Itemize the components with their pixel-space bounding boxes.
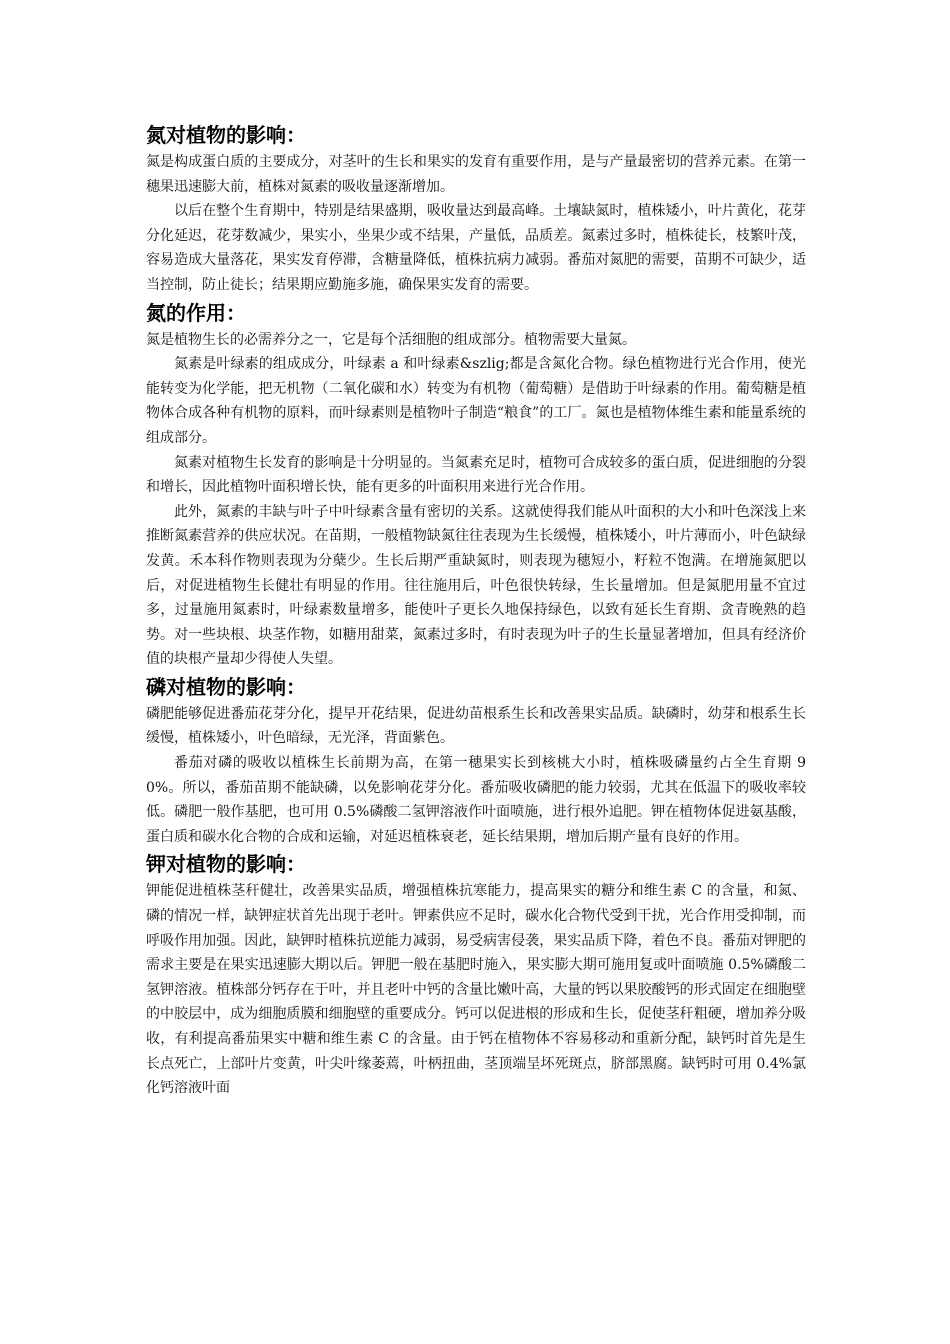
paragraph: 以后在整个生育期中，特别是结果盛期，吸收量达到最高峰。土壤缺氮时，植株矮小，叶片黄化，花芽分化延迟，花芽数减少，果实小，坐果少或不结果，产量低，品质差。氮素过多时，植株徒长，枝繁叶茂，容易造成大量落花，果实发育停滞，含糖量降低，植株抗病力减弱。番茄对氮肥的需要，苗期不可缺少，适当控制，防止徒长；结果期应勤施多施，确保果实发育的需要。 — [146, 203, 806, 293]
paragraph: 氮素对植物生长发育的影响是十分明显的。当氮素充足时，植物可合成较多的蛋白质，促进细胞的分裂和增长，因此植物叶面积增长快，能有更多的叶面积用来进行光合作用。 — [146, 454, 806, 496]
paragraph: 氮素是叶绿素的组成成分，叶绿素 a 和叶绿素&szlig;都是含氮化合物。绿色植物进行光合作用，使光能转变为化学能，把无机物（二氧化碳和水）转变为有机物（葡萄糖）是借助于叶绿素的作用。葡萄糖是植物体合成各种有机物的原料，而叶绿素则是植物叶子制造“粮食”的工厂。氮也是植物体维生素和能量系统的组成部分。 — [146, 356, 806, 446]
paragraph: 番茄对磷的吸收以植株生长前期为高，在第一穗果实长到核桃大小时，植株吸磷量约占全生育期 90%。所以，番茄苗期不能缺磷，以免影响花芽分化。番茄吸收磷肥的能力较弱，尤其在低温下的吸收率较低。磷肥一般作基肥，也可用 0.5%磷酸二氢钾溶液作叶面喷施，进行根外追肥。钾在植物体促进氨基酸，蛋白质和碳水化合物的合成和运输，对延迟植株衰老，延长结果期，增加后期产量有良好的作用。 — [146, 755, 806, 845]
paragraph: 磷肥能够促进番茄花芽分化，提早开花结果，促进幼苗根系生长和改善果实品质。缺磷时，幼芽和根系生长缓慢，植株矮小，叶色暗绿，无光泽，背面紫色。 — [146, 705, 806, 747]
paragraph: 钾能促进植株茎秆健壮，改善果实品质，增强植株抗寒能力，提高果实的糖分和维生素 C 的含量，和氮、磷的情况一样，缺钾症状首先出现于老叶。钾素供应不足时，碳水化合物代受到干扰，光合作用受抑制，而呼吸作用加强。因此，缺钾时植株抗逆能力减弱，易受病害侵袭，果实品质下降，着色不良。番茄对钾肥的需求主要是在果实迅速膨大期以后。钾肥一般在基肥时施入，果实膨大期可施用复或叶面喷施 0.5%磷酸二氢钾溶液。植株部分钙存在于叶，并且老叶中钙的含量比嫩叶高，大量的钙以果胶酸钙的形式固定在细胞壁的中胶层中，成为细胞质膜和细胞壁的重要成分。钙可以促进根的形成和生长，促使茎秆粗硬，增加养分吸收，有利提高番茄果实中糖和维生素 C 的含量。由于钙在植物体不容易移动和重新分配，缺钙时首先是生长点死亡，上部叶片变黄，叶尖叶缘萎蔫，叶柄扭曲，茎顶端呈坏死斑点，脐部黑腐。缺钙时可用 0.4%氯化钙溶液叶面 — [146, 883, 806, 1097]
section-heading: 氮的作用： — [146, 300, 246, 325]
section-heading: 钾对植物的影响： — [146, 852, 306, 877]
document-page — [146, 120, 806, 1101]
paragraph: 氮是植物生长的必需养分之一，它是每个活细胞的组成部分。植物需要大量氮。 — [146, 331, 636, 348]
section-potassium-effect — [146, 849, 806, 1100]
paragraph: 氮是构成蛋白质的主要成分，对茎叶的生长和果实的发育有重要作用，是与产量最密切的营养元素。在第一穗果迅速膨大前，植株对氮素的吸收量逐渐增加。 — [146, 154, 806, 195]
section-phosphorus-effect — [146, 672, 806, 850]
section-heading: 氮对植物的影响： — [146, 123, 306, 147]
section-nitrogen-role — [146, 298, 806, 672]
section-nitrogen-effect — [146, 120, 806, 298]
section-heading: 磷对植物的影响： — [146, 674, 306, 699]
paragraph: 此外，氮素的丰缺与叶子中叶绿素含量有密切的关系。这就使得我们能从叶面积的大小和叶色深浅上来推断氮素营养的供应状况。在苗期，一般植物缺氮往往表现为生长缓慢，植株矮小，叶片薄而小，叶色缺绿发黄。禾本科作物则表现为分蘖少。生长后期严重缺氮时，则表现为穗短小，籽粒不饱满。在增施氮肥以后，对促进植物生长健壮有明显的作用。往往施用后，叶色很快转绿，生长量增加。但是氮肥用量不宜过多，过量施用氮素时，叶绿素数量增多，能使叶子更长久地保持绿色，以致有延长生育期、贪青晚熟的趋势。对一些块根、块茎作物，如糖用甜菜，氮素过多时，有时表现为叶子的生长量显著增加，但具有经济价值的块根产量却少得使人失望。 — [146, 503, 806, 668]
